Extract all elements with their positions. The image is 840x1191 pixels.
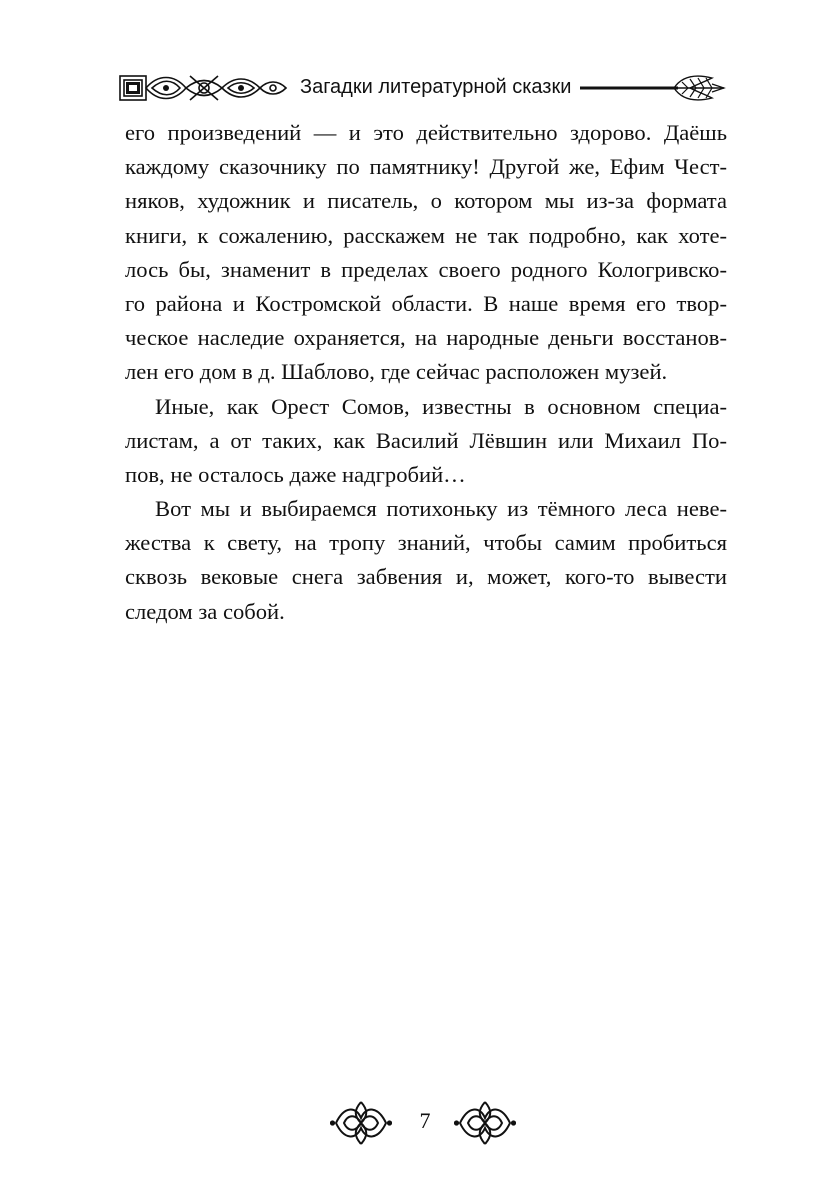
running-title: Загадки литературной сказки [300,76,572,98]
running-header [118,66,728,110]
page-number: 7 [419,1108,431,1133]
text-line: ческое наследие охраняется, на народные деньги восстанов- [125,325,727,351]
text-line: пов, не осталось даже надгробий… [125,461,466,487]
text-line: Иные, как Орест Сомов, известны в основном специа- [155,393,727,419]
text-line: жества к свету, на тропу знаний, чтобы самим пробиться [125,530,727,556]
text-line: няков, художник и писатель, о котором мы из-за формата [125,188,727,214]
paragraph-2 [125,390,727,493]
text-line: лось бы, знаменит в пределах своего родного Кологривско- [125,256,727,282]
text-line: каждому сказочнику по памятнику! Другой же, Ефим Чест- [125,154,727,180]
celtic-braid-ornament-icon [118,70,290,106]
text-line: книги, к сожалению, расскажем не так подробно, как хоте- [125,222,727,248]
celtic-knot-ornament-icon [330,1098,392,1148]
paragraph-1 [125,116,727,390]
text-line: лен его дом в д. Шаблово, где сейчас расположен музей. [125,359,668,385]
paragraph-3 [125,492,727,629]
text-line: листам, а от таких, как Василий Лёвшин или Михаил По- [125,427,727,453]
text-line: сквозь вековые снега забвения и, может, кого-то вывести [125,564,727,590]
celtic-knot-ornament-icon [454,1098,516,1148]
text-line: следом за собой. [125,598,285,624]
text-line: Вот мы и выбираемся потихоньку из тёмного леса неве- [155,496,727,522]
page-footer [330,1098,520,1148]
body-text [125,116,727,629]
feather-arrow-ornament-icon [578,70,728,106]
text-line: го района и Костромской области. В наше время его твор- [125,290,727,316]
text-line: его произведений — и это действительно здорово. Даёшь [125,120,727,145]
